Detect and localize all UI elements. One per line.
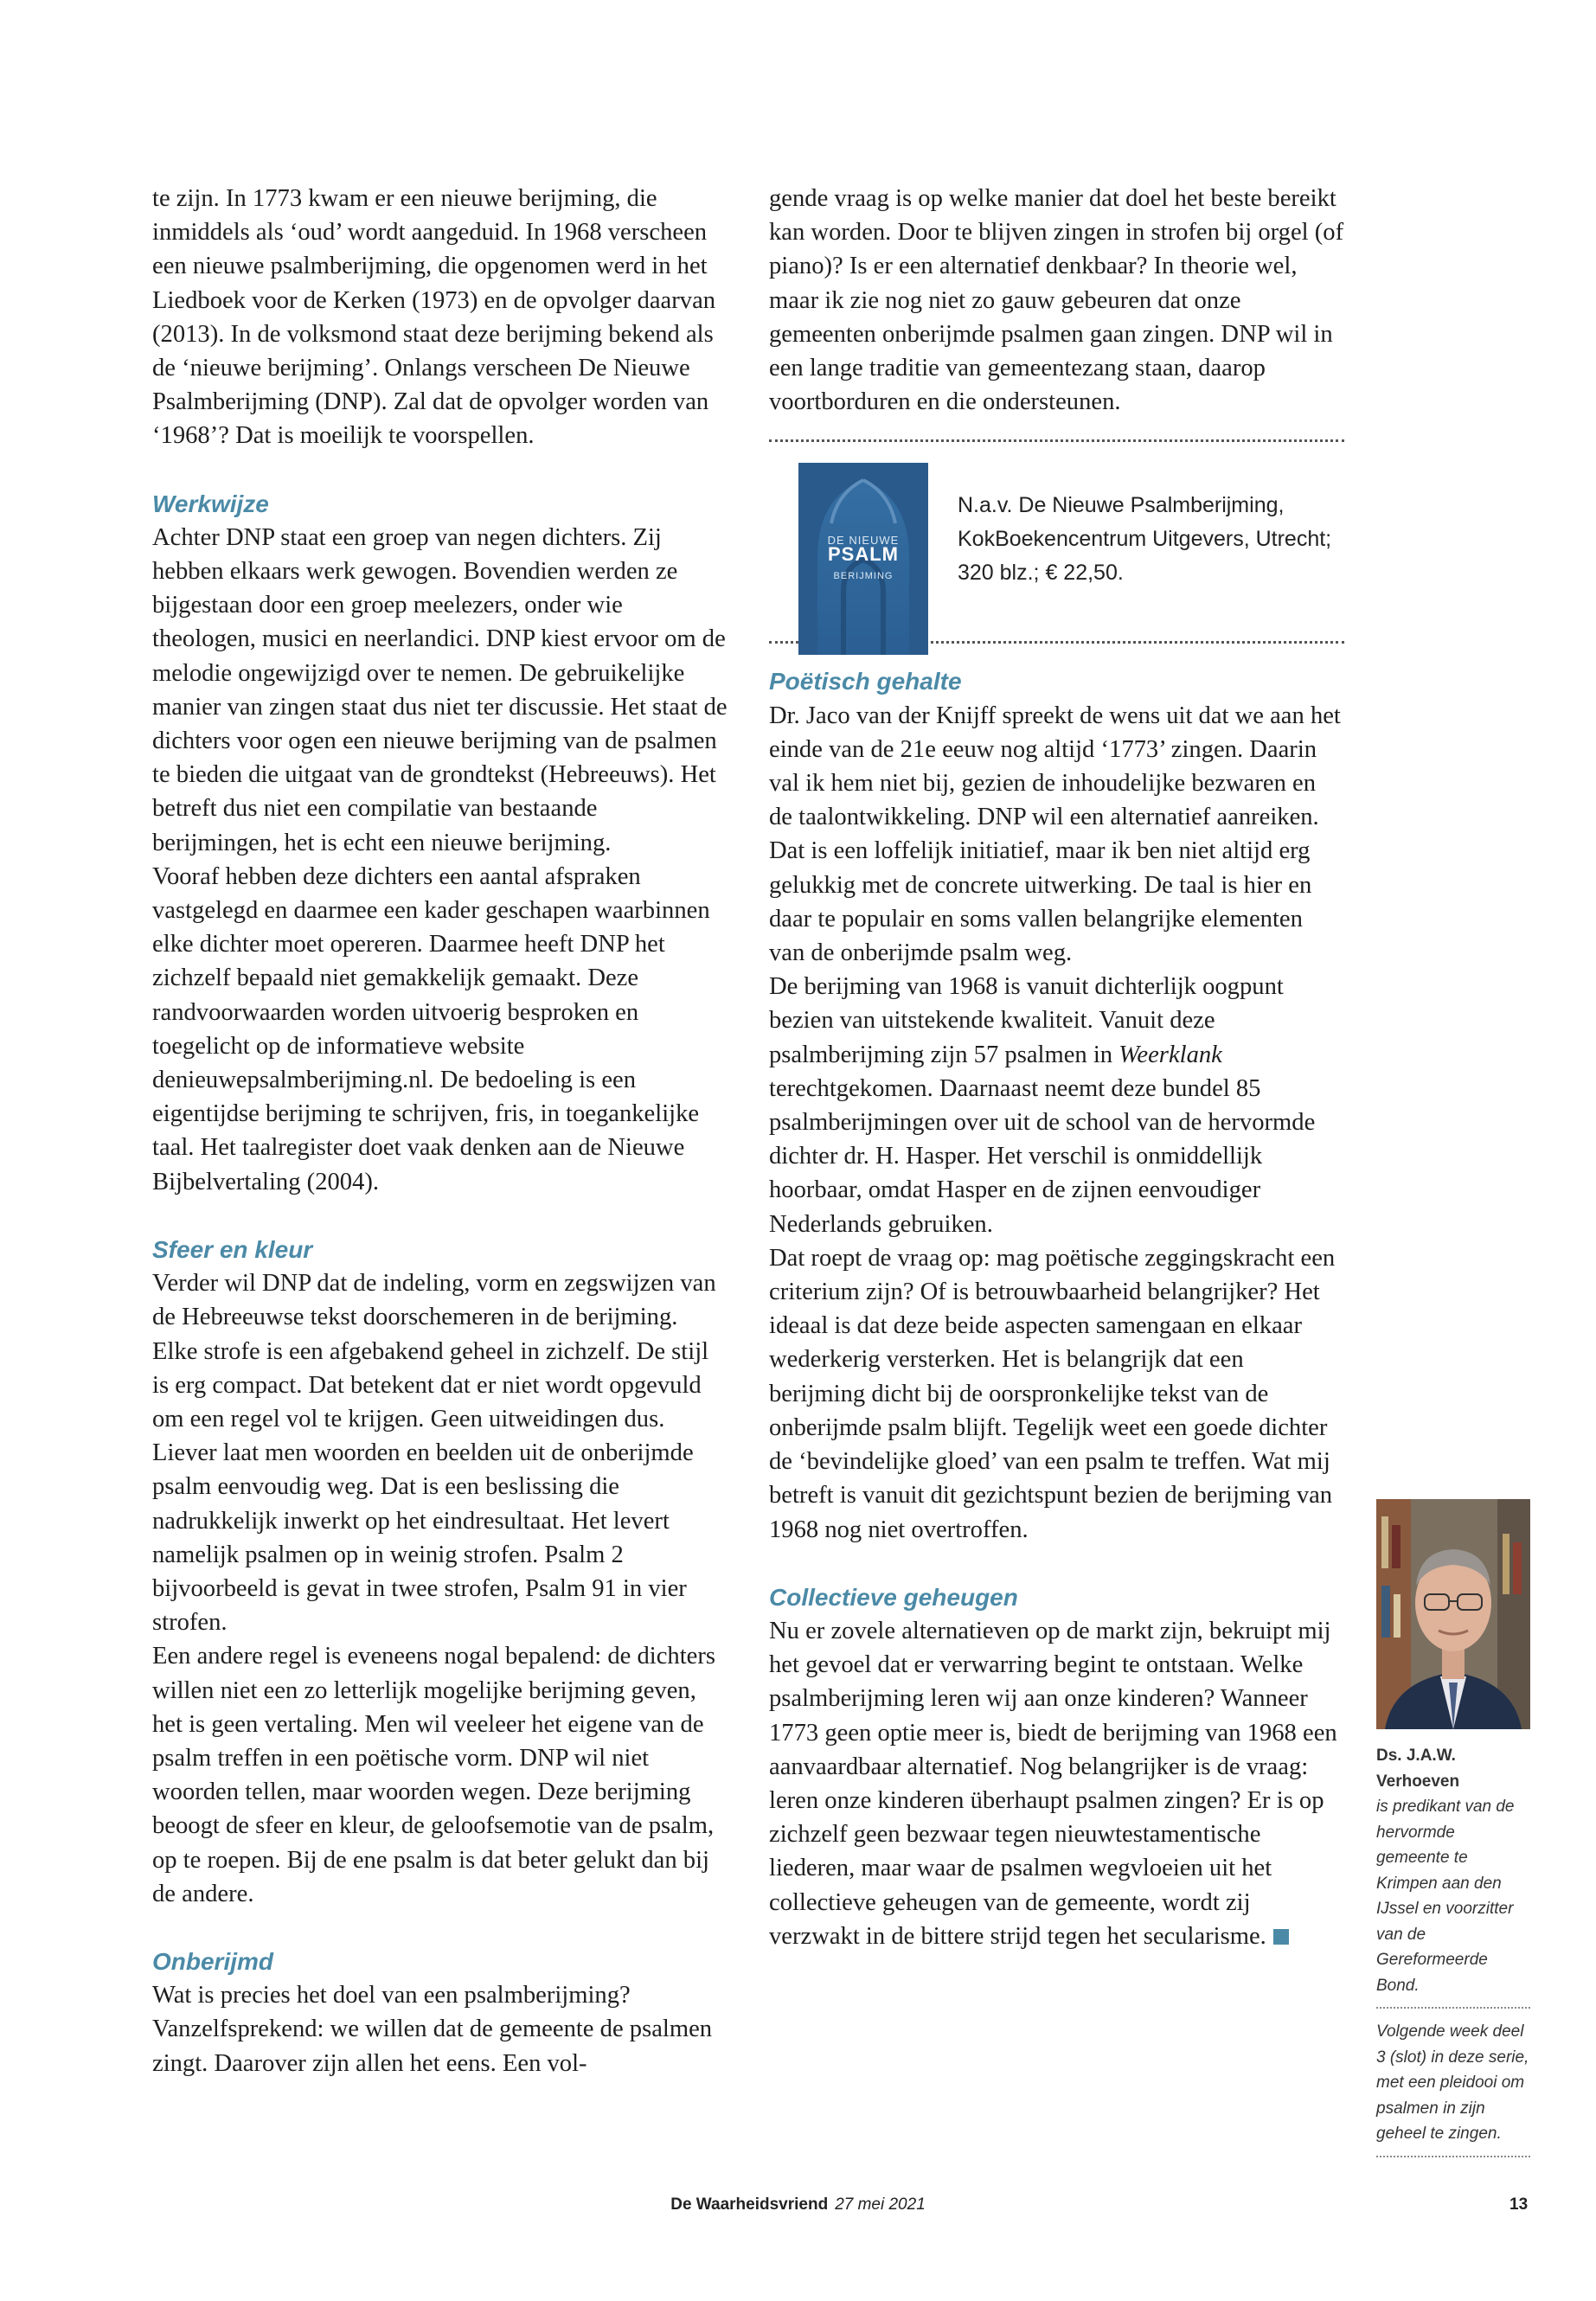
heading-collectieve-geheugen: Collectieve geheugen: [769, 1583, 1018, 1611]
werkwijze-paragraph-2: Vooraf hebben deze dichters een aantal afspraken vastgelegd en daarmee een kader geschapen waarbinnen elke dichter moet opereren. Daarmee heeft DNP het zichzelf bepaald niet gemakkelijk gemaakt. Deze randvoorwaarden worden uitvoerig besproken en toegelicht op de informatieve website denieuwepsalmberijming.nl. De bedoeling is een eigentijdse berijming te schrijven, fris, in toegankelijke taal. Het taalregister doet vaak denken aan de Nieuwe Bijbelvertaling (2004).: [152, 862, 710, 1195]
cover-title-line-1: DE NIEUWE: [827, 534, 900, 548]
left-column: [152, 182, 727, 2080]
werkwijze-paragraph-1: Achter DNP staat een groep van negen dichters. Zij hebben elkaars werk gewogen. Bovendien werden ze bijgestaan door een groep meelezers, onder wie theologen, musici en neerlandici. DNP kiest ervoor om de melodie ongewijzigd over te nemen. De gebruikelijke manier van zingen staat dus niet ter discussie. Het staat de dichters voor ogen een nieuwe berijming van de psalmen te bieden die uitgaat van de grondtekst (Hebreeuws). Het betreft dus niet een compilatie van bestaande berijmingen, het is echt een nieuwe berijming.: [152, 523, 727, 856]
heading-poetisch-gehalte: Poëtisch gehalte: [769, 668, 962, 695]
sidebar-divider: [1376, 2007, 1530, 2009]
sfeer-paragraph-1: Verder wil DNP dat de indeling, vorm en zegswijzen van de Hebreeuwse tekst doorschemeren in de berijming. Elke strofe is een afgebakend geheel in zichzelf. De stijl is erg compact. Dat betekent dat er niet wordt opgevuld om een regel vol te krijgen. Geen uitweidingen dus. Liever laat men woorden en beelden uit de onberijmde psalm eenvoudig weg. Dat is een beslissing die nadrukkelijk inwerkt op het eindresultaat. Het levert namelijk psalmen op in weinig strofen. Psalm 2 bijvoorbeeld is gevat in twee strofen, Psalm 91 in vier strofen.: [152, 1270, 716, 1637]
author-description: is predikant van de hervormde gemeente te Krimpen aan den IJssel en voorzitter van de Gereformeerde Bond.: [1376, 1798, 1515, 1995]
author-sidebar: [1376, 1499, 1530, 2168]
heading-werkwijze: Werkwijze: [152, 490, 269, 517]
cover-title-line-2: PSALM: [828, 543, 899, 566]
book-price-line: 320 blz.; € 22,50.: [958, 561, 1124, 586]
poetisch-paragraph-1: Dr. Jaco van der Knijff spreekt de wens uit dat we aan het einde van de 21e eeuw nog altijd ‘1773’ zingen. Daarin val ik hem niet bij, gezien de inhoudelijke bezwaren en de taalontwikkeling. DNP wil een alternatief aanreiken. Dat is een loffelijk initiatief, maar ik ben niet altijd erg gelukkig met de concrete uitwerking. De taal is hier en daar te populair en soms vallen belangrijke elementen van de onberijmde psalm weg.: [769, 702, 1341, 967]
issue-date: 27 mei 2021: [835, 2195, 926, 2214]
left-intro-paragraph: te zijn. In 1773 kwam er een nieuwe berijming, die inmiddels als ‘oud’ wordt aangeduid. In 1968 verscheen een nieuwe psalmberijming, die opgenomen werd in het Liedboek voor de Kerken (1973) en de opvolger daarvan (2013). In de volksmond staat deze berijming bekend als de ‘nieuwe berijming’. Onlangs verscheen De Nieuwe Psalmberijming (DNP). Zal dat de opvolger worden van ‘1968’? Dat is moeilijk te voorspellen.: [152, 185, 716, 450]
book-details: [958, 489, 1338, 590]
heading-sfeer-en-kleur: Sfeer en kleur: [152, 1235, 313, 1263]
book-info-box: [769, 442, 1344, 641]
author-portrait-image: [1376, 1499, 1530, 1729]
next-week-note: Volgende week deel 3 (slot) in deze serie, met een pleidooi om psalmen in zijn geheel te zingen.: [1376, 2022, 1529, 2143]
end-of-article-icon: [1273, 1929, 1289, 1945]
collectief-paragraph: [769, 1614, 1344, 1953]
book-cover: [798, 463, 928, 655]
right-column: [769, 182, 1344, 1953]
sidebar-divider-bottom: [1376, 2156, 1530, 2157]
heading-onberijmd: Onberijmd: [152, 1947, 274, 1975]
poetisch-p2-part-1: De berijming van 1968 is vanuit dichterlijk oogpunt bezien van uitstekende kwaliteit. Vanuit deze psalmberijming zijn 57 psalmen in: [769, 973, 1284, 1068]
sfeer-paragraph-2: Een andere regel is eveneens nogal bepalend: de dichters willen niet een zo letterlijk mogelijke berijming geven, het is geen vertaling. Men wil veeleer het eigene van de psalm treffen in een poëtische vorm. DNP wil niet woorden tellen, maar woorden wegen. Deze berijming beoogt de sfeer en kleur, de geloofsemotie van de psalm, op te roepen. Bij de ene psalm is dat beter gelukt dan bij de andere.: [152, 1643, 716, 1907]
footer-masthead: [0, 2195, 1596, 2214]
collectief-text: Nu er zovele alternatieven op de markt zijn, bekruipt mij het gevoel dat er verwarring begint te ontstaan. Welke psalmberijming leren wij aan onze kinderen? Wanneer 1773 geen optie meer is, biedt de berijming van 1968 een aanvaardbaar alternatief. Nog belangrijker is de vraag: leren onze kinderen überhaupt psalmen zingen? Er is op zichzelf geen bezwaar tegen nieuwtestamentische liederen, maar waar de psalmen wegvloeien uit het collectieve geheugen van de gemeente, wordt zij verzwakt in de bittere strijd tegen het secularisme.: [769, 1617, 1337, 1950]
poetisch-paragraph-2: [769, 970, 1344, 1241]
page-number: 13: [1509, 2195, 1529, 2214]
weerklank-title: Weerklank: [1118, 1041, 1222, 1068]
book-publisher-line: KokBoekencentrum Uitgevers, Utrecht;: [958, 527, 1332, 552]
poetisch-p2-part-2: terechtgekomen. Daarnaast neemt deze bundel 85 psalmberijmingen over uit de school van de hervormde dichter dr. H. Hasper. Het verschil is onmiddellijk hoorbaar, omdat Hasper en de zijnen eenvoudiger Nederlands gebruiken.: [769, 1074, 1316, 1238]
magazine-name: De Waarheidsvriend: [670, 2195, 829, 2214]
book-title-line: N.a.v. De Nieuwe Psalmberijming,: [958, 493, 1285, 518]
author-portrait: [1376, 1499, 1530, 1729]
cover-title-line-3: BERIJMING: [833, 571, 894, 582]
author-name: Ds. J.A.W. Verhoeven: [1376, 1747, 1460, 1791]
right-intro-paragraph: gende vraag is op welke manier dat doel het beste bereikt kan worden. Door te blijven zingen in strofen bij orgel (of piano)? Is er een alternatief denkbaar? In theorie wel, maar ik zie nog niet zo gauw gebeuren dat onze gemeenten onberijmde psalmen gaan zingen. DNP wil in een lange traditie van gemeentezang staan, daarop voortborduren en die ondersteunen.: [769, 185, 1344, 416]
poetisch-paragraph-3: Dat roept de vraag op: mag poëtische zeggingskracht een criterium zijn? Of is betrouwbaarheid belangrijker? Het ideaal is dat deze beide aspecten samengaan en elkaar wederkerig versterken. Het is belangrijk dat een berijming dicht bij de oorspronkelijke tekst van de onberijmde psalm blijft. Tegelijk weet een goede dichter de ‘bevindelijke gloed’ van een psalm te treffen. Wat mij betreft is vanuit dit gezichtspunt bezien de berijming van 1968 nog niet overtroffen.: [769, 1244, 1336, 1543]
onberijmd-paragraph: Wat is precies het doel van een psalmberijming? Vanzelfsprekend: we willen dat de gemeente de psalmen zingt. Daarover zijn allen het eens. Een vol-: [152, 1982, 713, 2077]
